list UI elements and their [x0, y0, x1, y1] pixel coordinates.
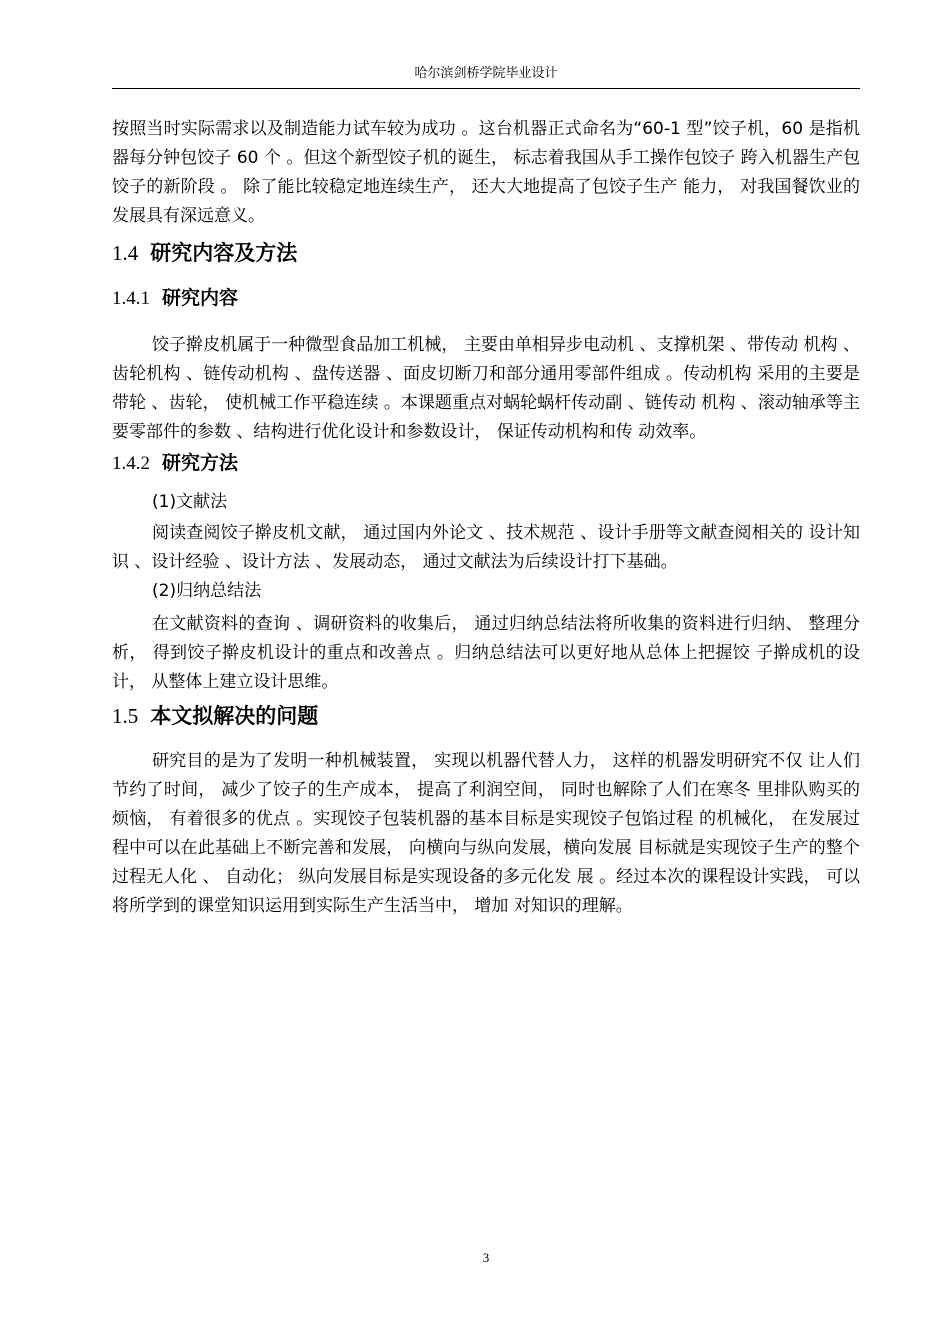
method-2-paragraph: 在文献资料的查询 、调研资料的收集后， 通过归纳总结法将所收集的资料进行归纳、 整理分析， 得到饺子擀皮机设计的重点和改善点 。归纳总结法可以更好地从总体上把握饺 子擀成机的设计， 从整体上建立设计思维。 — [112, 614, 860, 692]
section-1-4-number: 1.4 — [112, 241, 139, 265]
section-1-4-2-number: 1.4.2 — [112, 453, 150, 474]
method-2-label: (2)归纳总结法 — [152, 581, 262, 601]
section-1-4-2-heading — [112, 449, 860, 478]
intro-paragraph: 按照当时实际需求以及制造能力试车较为成功 。这台机器正式命名为“60-1 型”饺子机，60 是指机器每分钟包饺子 60 个 。但这个新型饺子机的诞生， 标志着我国从手工操作包饺子 跨入机器生产包饺子的新阶段 。 除了能比较稳定地连续生产， 还大大地提高了包饺子生产 能力， 对我国餐饮业的发展具有深远意义。 — [112, 119, 860, 226]
method-1-paragraph: 阅读查阅饺子擀皮机文献， 通过国内外论文 、技术规范 、设计手册等文献查阅相关的 设计知识 、设计经验 、设计方法 、发展动态， 通过文献法为后续设计打下基础。 — [112, 523, 860, 572]
section-1-4-1-heading — [112, 284, 860, 313]
document-body — [112, 115, 860, 921]
section-1-4-2-title: 研究方法 — [162, 452, 239, 474]
section-1-4-1-number: 1.4.1 — [112, 288, 150, 309]
section-1-5-number: 1.5 — [112, 704, 139, 728]
problem-paragraph: 研究目的是为了发明一种机械装置， 实现以机器代替人力， 这样的机器发明研究不仅 让人们节约了时间， 减少了饺子的生产成本， 提高了利润空间， 同时也解除了人们在寒冬 里排队购买的烦恼， 有着很多的优点 。实现饺子包装机器的基本目标是实现饺子包馅过程 的机械化， 在发展过程中可以在此基础上不断完善和发展， 向横向与纵向发展，横向发展 目标就是实现饺子生产的整个过程无人化 、 自动化； 纵向发展目标是实现设备的多元化发 展 。经过本次的课程设计实践， 可以将所学到的课堂知识运用到实际生产生活当中， 增加 对知识的理解。 — [112, 751, 860, 916]
section-1-5-title: 本文拟解决的问题 — [150, 704, 319, 728]
header-divider — [112, 88, 860, 89]
research-content-paragraph: 饺子擀皮机属于一种微型食品加工机械， 主要由单相异步电动机 、支撑机架 、带传动 机构 、齿轮机构 、链传动机构 、盘传送器 、面皮切断刀和部分通用零部件组成 。传动机构 采用的主要是带轮 、齿轮， 使机械工作平稳连续 。本课题重点对蜗轮蜗杆传动副 、链传动 机构 、滚动轴承等主要零部件的参数 、结构进行优化设计和参数设计， 保证传动机构和传 动效率。 — [112, 335, 860, 442]
section-1-5-heading — [112, 701, 860, 731]
page-number: 3 — [482, 1250, 490, 1265]
section-1-4-heading — [112, 238, 860, 268]
section-1-4-title: 研究内容及方法 — [150, 241, 298, 265]
method-1-label: (1)文献法 — [152, 492, 228, 512]
page-header-title: 哈尔滨剑桥学院毕业设计 — [414, 66, 558, 81]
section-1-4-1-title: 研究内容 — [162, 287, 239, 309]
